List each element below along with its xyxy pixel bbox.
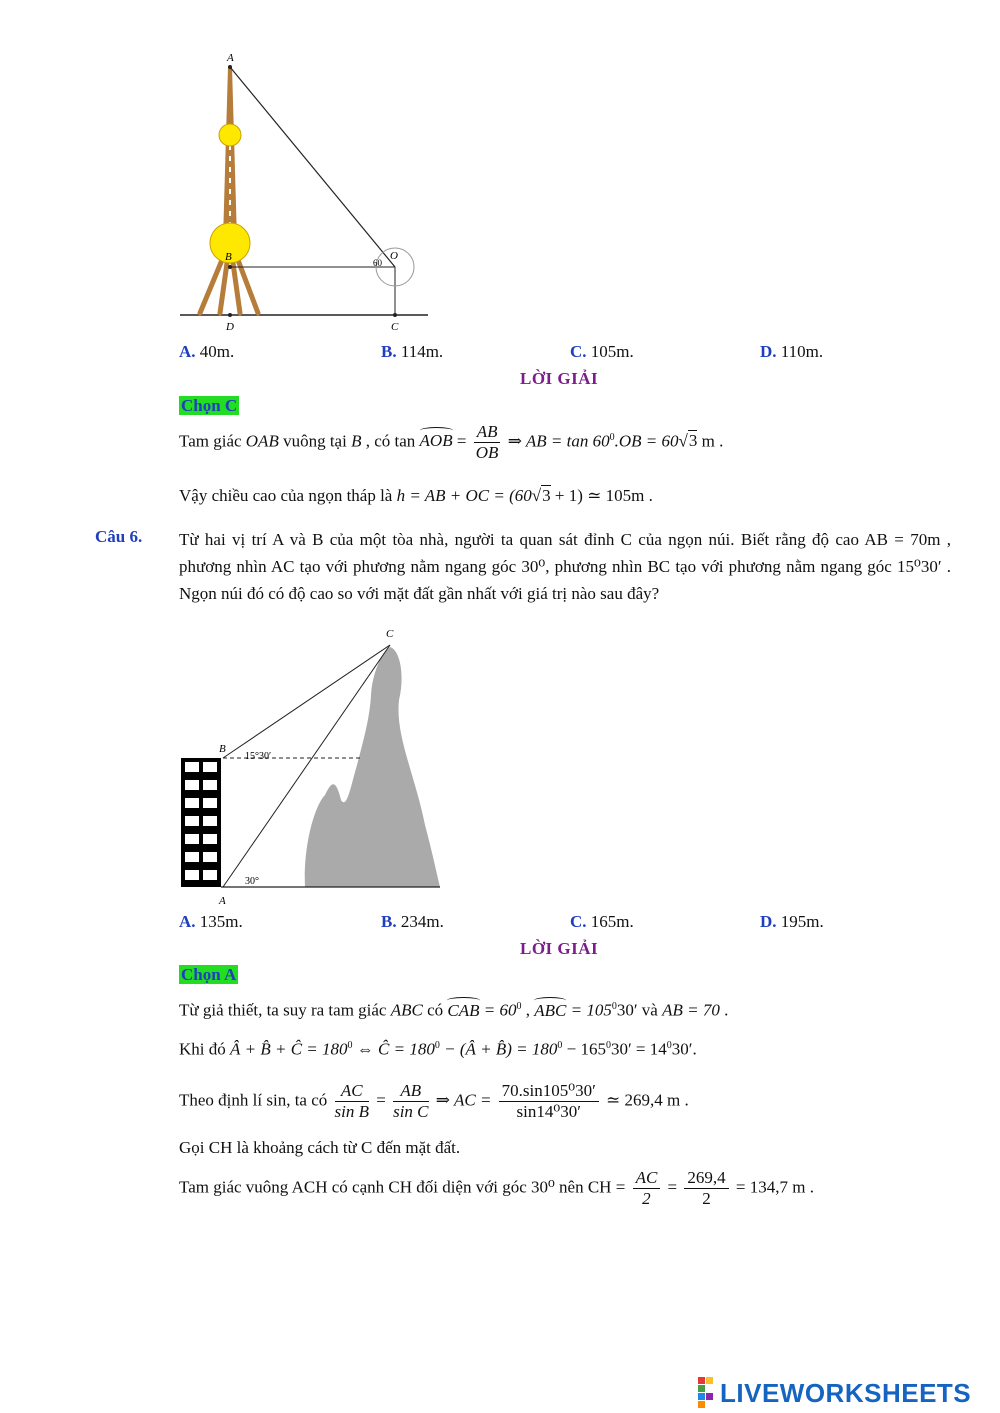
q5-option-c[interactable]: C. 105m. xyxy=(570,342,634,361)
q5-option-d[interactable]: D. 110m. xyxy=(760,342,824,361)
mountain-figure xyxy=(175,625,445,910)
q6-solution-line-4: Gọi CH là khoảng cách từ C đến mặt đất. xyxy=(179,1138,461,1157)
angle-label-60: 60 xyxy=(373,258,382,268)
q5-option-a[interactable]: A. 40m. xyxy=(179,342,235,361)
label-B: B xyxy=(225,251,232,263)
q6-solution-line-3: Theo định lí sin, ta có $\frac{AC}{\text{sin B}}$ = $\frac{AB}{\text{sin C}}$ ⇒ AC = $\frac{\text{70.sin105⁰30′}}{\text{sin14⁰30′}}$ ≃ 269,4 m . xyxy=(179,1081,689,1121)
angle-label-30: 30° xyxy=(245,876,259,887)
q5-option-b[interactable]: B. 114m. xyxy=(381,342,444,361)
label-O: O xyxy=(390,250,398,262)
label-B2: B xyxy=(219,743,226,755)
q6-option-b[interactable]: B. 234m. xyxy=(381,912,444,931)
angle-label-15-30: 15°30′ xyxy=(245,751,272,762)
q5-solution-line-2: Vậy chiều cao của ngọn tháp là h = AB + OC = (60√3 + 1) ≃ 105m . xyxy=(179,486,653,505)
label-C: C xyxy=(391,321,399,333)
label-A2: A xyxy=(219,895,226,907)
liveworksheets-logo-icon xyxy=(698,1377,720,1409)
q6-text: Từ hai vị trí A và B của một tòa nhà, người ta quan sát đỉnh C của ngọn núi. Biết rằng độ cao AB = 70m , phương nhìn AC tạo với phương nằm ngang góc 30⁰, phương nhìn BC tạo với phương nằm ngang góc 15⁰30′ . Ngọn núi đó có độ cao so với mặt đất gần nhất với giá trị nào sau đây? xyxy=(179,530,951,603)
label-A: A xyxy=(227,52,234,64)
mountain xyxy=(305,647,440,887)
q5-choice-badge: Chọn C xyxy=(181,396,238,415)
tower-figure xyxy=(170,45,430,335)
label-C2: C xyxy=(386,628,394,640)
q6-solution-line-1: Từ giả thiết, ta suy ra tam giác ABC có CAB = $60^0$ , ABC = $105^030'$ và AB = 70 . xyxy=(179,1000,729,1020)
q6-option-c[interactable]: C. 165m. xyxy=(570,912,634,931)
q6-solution-line-2: Khi đó Â + B̂ + Ĉ = $180^0$ ⇔ Ĉ = $180^0$ − (Â + B̂) = $180^0 - 165^030' = 14^030'$. xyxy=(179,1039,697,1059)
q5-solution-line-1: Tam giác OAB vuông tại B , có tan AOB = $\frac{AB}{OB}$ ⇒ AB = $\tan 60^0.OB = 60√3$ m . xyxy=(179,422,724,462)
liveworksheets-watermark: LIVEWORKSHEETS xyxy=(698,1378,971,1408)
upper-ball xyxy=(219,124,241,146)
q6-solution-title: LỜI GIẢI xyxy=(520,939,599,958)
q6-solution-line-5: Tam giác vuông ACH có cạnh CH đối diện với góc 30⁰ nên CH = $\frac{AC}{2}$ = $\frac{269,4}{2}$ = 134,7 m . xyxy=(179,1168,814,1208)
label-D: D xyxy=(226,321,234,333)
building xyxy=(181,758,221,887)
q5-solution-title: LỜI GIẢI xyxy=(520,369,599,388)
q6-option-d[interactable]: D. 195m. xyxy=(760,912,824,931)
q6-choice-badge: Chọn A xyxy=(181,965,237,984)
q6-option-a[interactable]: A. 135m. xyxy=(179,912,243,931)
q6-label: Câu 6. xyxy=(95,527,143,546)
sight-line-OA xyxy=(230,67,395,267)
